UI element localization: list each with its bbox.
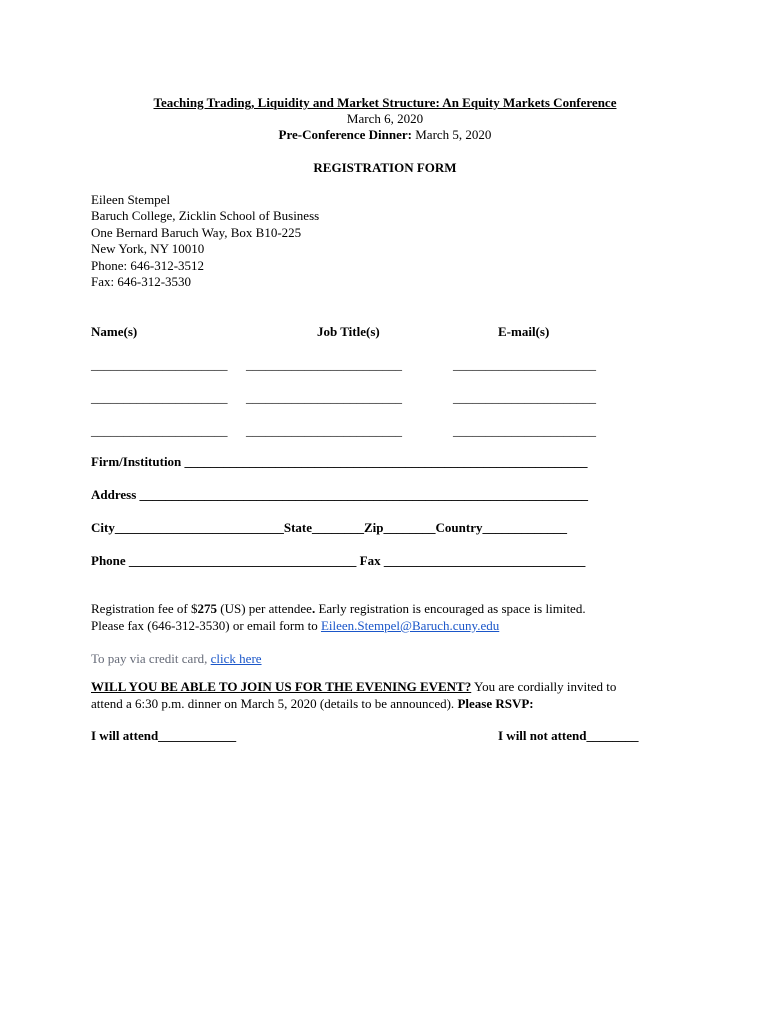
evening-invite: You are cordially invited to bbox=[471, 679, 617, 694]
fee-amount: 275 bbox=[197, 601, 217, 616]
contact-email-link[interactable]: Eileen.Stempel@Baruch.cuny.edu bbox=[320, 618, 500, 633]
early-registration-note: Early registration is encouraged as space is limited. bbox=[315, 601, 586, 616]
contact-name: Eileen Stempel bbox=[91, 192, 171, 207]
state-label: State bbox=[283, 520, 313, 535]
firm-input-line[interactable]: ______________________________________________________________ bbox=[184, 454, 588, 469]
fee-unit-text: (US) per attendee bbox=[217, 601, 312, 616]
country-input-line[interactable]: _____________ bbox=[482, 520, 567, 535]
attendee-name-field[interactable]: _____________________ bbox=[91, 357, 228, 372]
evening-question: WILL YOU BE ABLE TO JOIN US FOR THE EVENING EVENT? bbox=[91, 679, 472, 694]
phone-label: Phone bbox=[91, 553, 126, 568]
contact-org: Baruch College, Zicklin School of Business bbox=[91, 208, 320, 224]
form-title: REGISTRATION FORM bbox=[313, 160, 457, 175]
not-attend-row bbox=[498, 728, 638, 744]
attend-row bbox=[91, 728, 236, 744]
job-title-column-header: Job Title(s) bbox=[317, 324, 380, 339]
phone-fax-row bbox=[91, 553, 585, 569]
zip-label: Zip bbox=[364, 520, 384, 535]
attendee-job-field[interactable]: ________________________ bbox=[246, 390, 402, 405]
attendee-job-field[interactable]: ________________________ bbox=[246, 357, 402, 372]
dinner-label: Pre-Conference Dinner: bbox=[278, 127, 412, 142]
conference-date: March 6, 2020 bbox=[346, 111, 424, 126]
firm-label: Firm/Institution bbox=[91, 454, 182, 469]
city-label: City bbox=[91, 520, 115, 535]
attendee-email-field[interactable]: ______________________ bbox=[453, 357, 596, 372]
credit-card-link[interactable]: click here bbox=[210, 651, 262, 666]
not-attend-input-line[interactable]: ________ bbox=[586, 728, 639, 743]
address-row bbox=[91, 487, 588, 503]
fee-line bbox=[91, 601, 586, 617]
contact-fax: Fax: 646-312-3530 bbox=[91, 273, 192, 289]
contact-phone: Phone: 646-312-3512 bbox=[91, 257, 205, 273]
fax-email-line bbox=[91, 618, 499, 634]
evening-details: attend a 6:30 p.m. dinner on March 5, 2020 (details to be announced). bbox=[91, 696, 458, 711]
attendee-name-field[interactable]: _____________________ bbox=[91, 390, 228, 405]
payment-line bbox=[91, 651, 262, 667]
contact-street: One Bernard Baruch Way, Box B10-225 bbox=[91, 224, 302, 240]
attendee-job-field[interactable]: ________________________ bbox=[246, 423, 402, 438]
evening-question-line bbox=[91, 679, 616, 695]
attendee-email-field[interactable]: ______________________ bbox=[453, 423, 596, 438]
not-attend-label: I will not attend bbox=[498, 728, 587, 743]
fax-email-text: Please fax (646-312-3530) or email form to bbox=[91, 618, 321, 633]
attend-label: I will attend bbox=[91, 728, 159, 743]
dinner-line bbox=[0, 127, 770, 143]
evening-details-line bbox=[91, 696, 534, 712]
phone-input-line[interactable]: ___________________________________ bbox=[128, 553, 357, 568]
dinner-date: March 5, 2020 bbox=[415, 127, 492, 142]
attendee-email-field[interactable]: ______________________ bbox=[453, 390, 596, 405]
address-input-line[interactable]: _____________________________________________________________________ bbox=[139, 487, 589, 502]
contact-city: New York, NY 10010 bbox=[91, 241, 205, 257]
firm-row bbox=[91, 454, 588, 470]
fax-label: Fax bbox=[359, 553, 381, 568]
state-input-line[interactable]: ________ bbox=[312, 520, 365, 535]
city-input-line[interactable]: __________________________ bbox=[114, 520, 284, 535]
fee-period: . bbox=[311, 601, 316, 616]
fax-input-line[interactable]: _______________________________ bbox=[383, 553, 586, 568]
address-label: Address bbox=[91, 487, 137, 502]
attendee-name-field[interactable]: _____________________ bbox=[91, 423, 228, 438]
attend-input-line[interactable]: ____________ bbox=[158, 728, 237, 743]
email-column-header: E-mail(s) bbox=[498, 324, 550, 339]
conference-title: Teaching Trading, Liquidity and Market Structure: An Equity Markets Conference bbox=[153, 95, 617, 110]
city-state-zip-row bbox=[91, 520, 567, 536]
names-column-header: Name(s) bbox=[91, 324, 138, 339]
zip-input-line[interactable]: ________ bbox=[383, 520, 436, 535]
payment-text: To pay via credit card, bbox=[91, 651, 211, 666]
country-label: Country bbox=[435, 520, 483, 535]
rsvp-label: Please RSVP: bbox=[457, 696, 534, 711]
fee-text: Registration fee of $ bbox=[91, 601, 198, 616]
contact-address-block bbox=[91, 192, 319, 290]
